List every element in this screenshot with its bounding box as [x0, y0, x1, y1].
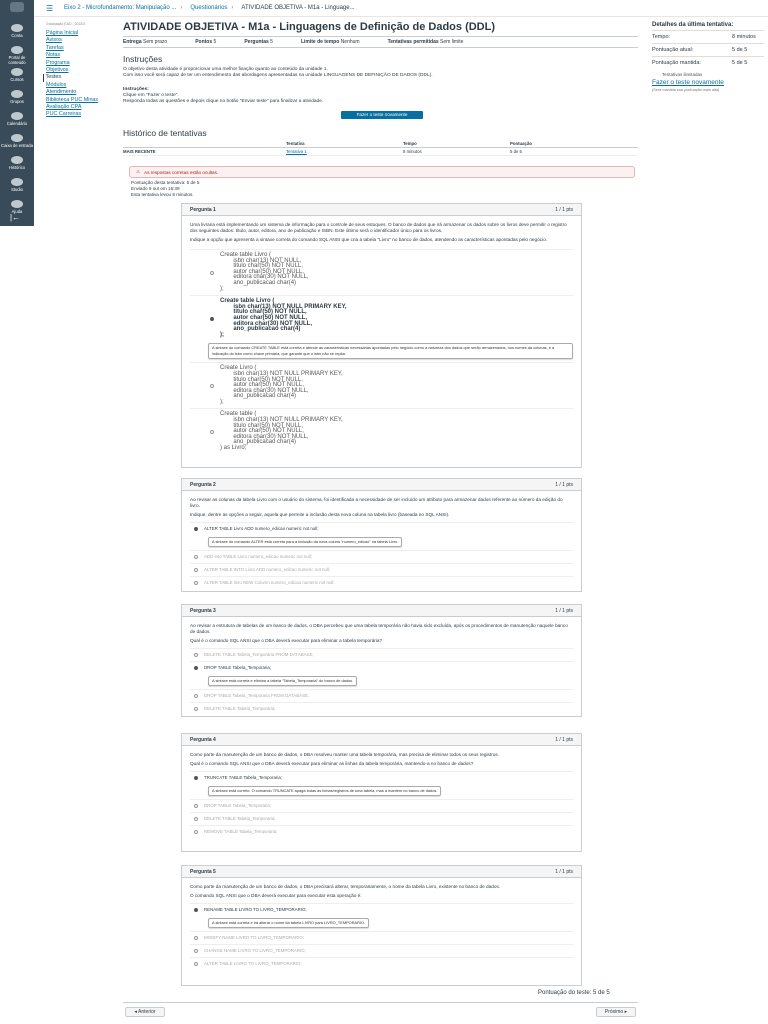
course-nav-item[interactable]: PUC Carreiras [46, 111, 82, 118]
answer-text: DROP TABLE Tabela_Temporaria FROM DATABASE; [204, 693, 310, 698]
radio-button[interactable] [194, 694, 198, 698]
sidebar-title: Detalhes da última tentativa: [652, 22, 734, 28]
global-nav-label: Ajuda [11, 209, 23, 214]
meta-label: Pontos [195, 39, 213, 45]
question-body [182, 216, 581, 461]
answer-code: Create table Livro ( isbn char(13) NOT NULL, titulo char(50) NOT NULL, autor char(50) NOT NULL, editora char(30) NOT NULL, ano_publicacao char(4) ); [220, 252, 309, 292]
logo-icon [10, 2, 24, 12]
answer-option[interactable] [190, 563, 573, 576]
quiz-meta-item [123, 39, 181, 45]
groups-icon [11, 90, 23, 98]
question-points: 1 / 1 pts [555, 736, 573, 743]
breadcrumb-current: ATIVIDADE OBJETIVA - M1a - Linguage... [241, 5, 355, 11]
global-nav-label: Cursos [10, 77, 24, 82]
answer-feedback: A sintaxe do comando ALTER está correta para a inclusão da nova coluna "numero_edicao" na tabela Livro. [208, 537, 402, 547]
radio-button[interactable] [210, 317, 214, 321]
detail-value: 8 minutos [732, 34, 756, 40]
question-body [182, 491, 581, 595]
breadcrumb-course[interactable]: Eixo 2 - Microfundamento: Manipulação ... [64, 5, 177, 11]
question-points: 1 / 1 pts [555, 481, 573, 488]
next-button[interactable]: Próximo ▸ [596, 1007, 636, 1017]
history-table [123, 140, 638, 156]
answer-option[interactable] [190, 249, 573, 295]
radio-button[interactable] [194, 666, 198, 670]
course-nav [46, 22, 116, 119]
global-nav-item[interactable] [0, 46, 34, 66]
answer-code: Create table Livro ( isbn char(13) NOT NULL PRIMARY KEY, titulo char(50) NOT NULL, autor char(50) NOT NULL, editora char(30) NOT NULL, ano_publicacao char(4) ); [220, 298, 347, 338]
radio-button[interactable] [194, 555, 198, 559]
global-nav-item[interactable] [0, 178, 34, 198]
attempt-score: Pontuação desta tentativa: 5 de 5 [131, 180, 200, 186]
question-points: 1 / 1 pts [555, 206, 573, 213]
portal-icon [11, 46, 23, 54]
question-card [181, 203, 582, 468]
quiz-nav [123, 1002, 638, 1024]
history-cell: 8 minutos [403, 148, 510, 156]
answer-code: Create Livro ( isbn char(13) NOT NULL PRIMARY KEY, titulo char(50) NOT NULL, autor char(50) NOT NULL, editora char(30) NOT NULL, ano_publicacao char(4) ); [220, 365, 343, 405]
history-icon [11, 156, 23, 164]
hamburger-icon[interactable]: ☰ [46, 3, 54, 13]
course-nav-item[interactable]: Atendimento [46, 89, 77, 96]
course-term: Graduação EAD - 2022/2 [46, 22, 86, 26]
answer-text: DELETE TABLE Tabela_Temporaria; [204, 816, 276, 821]
answer-text: MODIFY NAME LIVRO TO LIVRO_TEMPORARIO; [204, 935, 305, 940]
answer-option[interactable] [190, 295, 573, 341]
meta-value: Sem prazo [143, 39, 168, 45]
attempt-sidebar [652, 22, 764, 92]
question-text: Como parte da manutenção de um banco de dados, o DBA resolveu manter uma tabela temporária, mas precisa de eliminar todos os seus registros. [190, 752, 500, 757]
question-text: Qual é o comando SQL ANSI que o DBA deverá executar para eliminar as linhas da tabela temporária, mantendo-a no banco de dados? [190, 761, 474, 766]
studio-icon [11, 178, 23, 186]
question-title: Pergunta 5 [190, 868, 216, 875]
question-body [182, 878, 581, 976]
quiz-meta-item [388, 39, 478, 45]
history-col: Pontuação [510, 140, 638, 148]
radio-button[interactable] [194, 830, 198, 834]
account-icon [11, 24, 23, 32]
breadcrumb [34, 0, 768, 17]
question-text: Como parte da manutenção de um banco de dados, o DBA precisará alterar, temporariamente, o nome da tabela Livro, existente no banco de dados. [190, 884, 501, 889]
meta-value: Sem limite [440, 39, 464, 45]
radio-button[interactable] [210, 430, 214, 434]
global-nav [0, 0, 34, 226]
radio-button[interactable] [194, 817, 198, 821]
calendar-icon [11, 112, 23, 120]
detail-value: 5 de 5 [732, 60, 748, 66]
quiz-meta-item [301, 39, 374, 45]
global-nav-label: Calendário [6, 121, 28, 126]
quiz-meta-item [244, 39, 287, 45]
inbox-icon [11, 134, 23, 142]
course-nav-item[interactable]: Programa [46, 59, 70, 66]
courses-icon [11, 68, 23, 76]
global-nav-label: Grupos [10, 99, 24, 104]
meta-label: Limite de tempo [300, 39, 340, 45]
question-points: 1 / 1 pts [555, 868, 573, 875]
question-title: Pergunta 1 [190, 206, 216, 213]
answer-option[interactable] [190, 408, 573, 454]
attempts-limit: Tentativas ilimitadas [662, 72, 703, 77]
institution-logo [0, 2, 34, 22]
question-header [182, 866, 581, 878]
meta-label: Tentativas permitidas [387, 39, 439, 45]
radio-button[interactable] [194, 936, 198, 940]
answer-option[interactable] [190, 576, 573, 589]
question-card [181, 865, 582, 986]
question-text: Indique, dentre as opções a seguir, aquela que permite a inclusão desta nova coluna na tabela livro (baseada no SQL ANSI). [190, 512, 450, 517]
answer-option[interactable] [190, 944, 573, 957]
answer-text: ALTER TABLE LIVRO TO LIVRO_TEMPORARIO; [204, 961, 302, 966]
course-nav-item[interactable]: Tarefas [46, 44, 64, 51]
question-card [181, 733, 582, 852]
global-nav-label: Conta [11, 33, 23, 38]
course-nav-item[interactable]: Avaliação CPA [46, 104, 82, 111]
instructions-text: Clique em "Fazer o teste". [123, 92, 179, 98]
answer-code: Create table ( isbn char(13) NOT NULL PRIMARY KEY, titulo char(50) NOT NULL, autor char(50) NOT NULL, editora char(30) NOT NULL, ano_publicacao char(4) ) as Livro; [220, 411, 343, 452]
question-header [182, 479, 581, 491]
sidebar-detail-row [652, 43, 764, 56]
retake-button[interactable]: Fazer o teste novamente [341, 111, 423, 119]
global-nav-item[interactable] [0, 156, 34, 176]
course-nav-item[interactable]: Notas [46, 52, 61, 59]
radio-button[interactable] [194, 962, 198, 966]
answer-option[interactable] [190, 812, 573, 825]
answer-option[interactable] [190, 689, 573, 702]
question-header [182, 204, 581, 216]
course-nav-item[interactable]: Testes [43, 74, 117, 81]
answer-text: ALTER TABLE INTO Livro ADD numero_edicao numeric not null; [204, 567, 331, 572]
detail-label: Pontuação atual: [652, 47, 694, 53]
warning-icon: ⚠ [136, 169, 141, 175]
radio-button[interactable] [194, 804, 198, 808]
global-nav-item[interactable] [0, 112, 34, 132]
radio-button[interactable] [194, 653, 198, 657]
retake-link[interactable]: Fazer o teste novamente [652, 79, 724, 86]
instructions-heading: Instruções [123, 54, 163, 64]
retake-note: (Será mantida sua pontuação mais alta) [652, 88, 720, 92]
answer-text: TRUNCATE TABLE Tabela_Temporaria; [204, 775, 283, 780]
history-cell: MAIS RECENTE [123, 148, 286, 156]
history-col [123, 140, 286, 148]
question-title: Pergunta 4 [190, 736, 216, 743]
sidebar-detail-row [652, 56, 764, 69]
answer-option[interactable] [190, 648, 573, 661]
answer-option[interactable] [190, 931, 573, 944]
detail-label: Tempo: [652, 34, 671, 40]
course-nav-item[interactable]: Página Inicial [46, 30, 79, 36]
course-nav-item[interactable]: Biblioteca PUC Minas [46, 96, 99, 103]
answer-option[interactable] [190, 522, 573, 535]
history-cell: 5 de 5 [510, 148, 638, 156]
history-heading: Histórico de tentativas [123, 128, 207, 139]
instructions-text: O objetivo desta atividade é proporcionar uma melhor fixação quanto ao conteúdo da unidade 1. [123, 67, 328, 72]
course-nav-item[interactable]: Objetivos [46, 67, 69, 74]
radio-button[interactable] [194, 776, 198, 780]
answer-text: DROP TABLE Tabela_Temporaria; [204, 803, 272, 808]
global-nav-label: Caixa de entrada [1, 143, 33, 148]
history-col: Tempo [403, 140, 510, 148]
question-text: Ao revisar a estrutura de tabelas de um banco de dados, o DBA percebeu que uma tabela temporária não havia sido excluída, após os procedimentos de manutenção naquele banco de dados. [190, 623, 568, 634]
answer-option[interactable] [190, 661, 573, 674]
breadcrumb-separator: › [180, 5, 183, 11]
answer-text: CHANGE NAME LIVRO TO LIVRO_TEMPORARIO; [204, 948, 306, 953]
question-body [182, 746, 581, 844]
question-header [182, 734, 581, 746]
course-nav-item[interactable]: Avisos [46, 37, 62, 44]
global-nav-item[interactable] [0, 68, 34, 88]
attempt-sent: Enviado 9 out em 16:39 [131, 186, 180, 192]
quiz-meta [123, 36, 638, 48]
answer-option[interactable] [190, 550, 573, 563]
attempt-link[interactable]: Tentativa 1 [286, 149, 307, 155]
radio-button[interactable] [194, 949, 198, 953]
sidebar-detail-row [652, 30, 764, 43]
answer-feedback: A sintaxe do comando CREATE TABLE está correta e atende as características necessárias apontadas pelo negócio como a natureza dos dados que serão armazenados, nos nomes da colunas, e a indicação do isbn como chave primária, que garante que o isbn não se repita. [208, 343, 573, 359]
instructions-text: Com isso você será capaz de ter um entendimento das abordagens apresentadas na unidade LINGUAGENS DE DEFINIÇÃO DE DADOS (DDL). [123, 73, 433, 79]
radio-button[interactable] [194, 581, 198, 585]
radio-button[interactable] [194, 707, 198, 711]
global-nav-item[interactable] [0, 90, 34, 110]
meta-label: Entrega [123, 39, 142, 45]
question-body [182, 617, 581, 721]
answer-option[interactable] [190, 702, 573, 715]
answer-text: ADD into TABLE Livro numero_edicao numeric not null; [204, 554, 312, 559]
question-title: Pergunta 2 [190, 481, 216, 488]
global-nav-label: Studio [11, 187, 23, 192]
question-text: Ao revisar as colunas da tabela Livro com o usuário do sistema, foi identificada a necessidade de ser incluído um atributo para armazenar dados referente ao número da edição do livro. [190, 497, 563, 508]
breadcrumb-separator: › [231, 5, 234, 11]
detail-label: Pontuação mantida: [652, 60, 701, 66]
question-text: Qual é o comando SQL ANSI que o DBA deverá executar para eliminar a tabela temporária? [190, 638, 383, 643]
global-nav-item[interactable] [0, 134, 34, 154]
global-nav-item[interactable] [0, 24, 34, 44]
answer-feedback: A sintaxe está correta e irá alterar o nome da tabela LIVRO para LIVRO_TEMPORARIO. [208, 918, 369, 928]
answer-option[interactable] [190, 362, 573, 408]
quiz-score-footer: Pontuação do teste: 5 de 5 [538, 990, 610, 996]
question-points: 1 / 1 pts [555, 607, 573, 614]
answer-text: DELETE TABLE Tabela_Temporaria; [204, 706, 276, 711]
alert-text: As respostas corretas estão ocultas. [144, 169, 219, 175]
radio-button[interactable] [194, 527, 198, 531]
help-icon [11, 200, 23, 208]
global-nav-label: Histórico [8, 165, 26, 170]
radio-button[interactable] [194, 908, 198, 912]
previous-button[interactable]: ◂ Anterior [125, 1007, 165, 1017]
radio-button[interactable] [210, 271, 214, 275]
global-nav-label: Portal de conteúdo [8, 55, 26, 65]
answer-option[interactable] [190, 771, 573, 784]
page-title: ATIVIDADE OBJETIVA - M1a - Linguagens de Definição de Dados (DDL) [123, 21, 495, 33]
table-row [123, 148, 638, 156]
answer-text: ALTER TABLE Livro ADD numero_edicao numeric not null; [204, 526, 319, 531]
detail-value: 5 de 5 [732, 47, 748, 53]
answer-text: REMOVE TABLE Tabela_Temporaria; [204, 829, 278, 834]
meta-value: 5 [213, 39, 217, 45]
hidden-answers-alert [129, 166, 635, 178]
collapse-nav-icon[interactable]: |← [10, 213, 21, 222]
question-card [181, 604, 582, 717]
question-text: Indique a opção que apresenta a sintaxe correta do comando SQL ANSI que cria a tabela "Livro" no banco de dados, atendendo as características apontadas pelo negócio. [190, 237, 548, 242]
meta-label: Perguntas [244, 39, 269, 45]
quiz-meta-item [195, 39, 230, 45]
radio-button[interactable] [210, 384, 214, 388]
answer-option[interactable] [190, 957, 573, 970]
instructions-text: Responda todas as questões e depois clique no botão "Enviar teste" para finalizar a atividade. [123, 99, 324, 105]
answer-option[interactable] [190, 799, 573, 812]
history-col: Tentativa [286, 140, 403, 148]
question-card [181, 478, 582, 592]
breadcrumb-quizzes[interactable]: Questionários [190, 5, 228, 11]
meta-value: 5 [270, 39, 273, 45]
answer-option[interactable] [190, 903, 573, 916]
answer-text: DELETE TABLE Tabela_Temporaria FROM DATABASE; [204, 652, 314, 657]
course-nav-item[interactable]: Módulos [46, 81, 67, 88]
answer-option[interactable] [190, 825, 573, 838]
question-title: Pergunta 3 [190, 607, 216, 614]
attempt-duration: Esta tentativa levou 8 minutos. [131, 192, 194, 198]
radio-button[interactable] [194, 568, 198, 572]
question-text: Uma livraria está implementando um sistema de informação para o controle de seus estoques. O banco de dados que irá armazenar os dados sobre os livros deve permitir o registro dos seguintes dados: título, autor, editora, ano de publicação e ISBN. Este último será o identificador único para os livros. [190, 222, 567, 233]
answer-text: DROP TABLE Tabela_Temporaria; [204, 665, 272, 670]
meta-value: Nenhum [340, 39, 360, 45]
question-header [182, 605, 581, 617]
question-text: O comando SQL ANSI que o DBA deverá executar para executar esta operação é: [190, 893, 362, 898]
instructions-label: Instruções: [123, 86, 149, 92]
answer-feedback: A sintaxe está correto. O comando TRUNCATE apaga todas as linhas/registros de uma tabela, mas a mantém no banco de dados. [208, 786, 441, 796]
answer-feedback: A sintaxe está correta e elimina a tabela "Tabela_Temporaria" do banco de dados. [208, 676, 357, 686]
quiz-main [123, 20, 638, 198]
answer-text: ALTER TABLE livro NEW Column numero_edicao numeric not null; [204, 580, 335, 585]
answer-text: RENAME TABLE LIVRO TO LIVRO_TEMPORARIO; [204, 907, 307, 912]
